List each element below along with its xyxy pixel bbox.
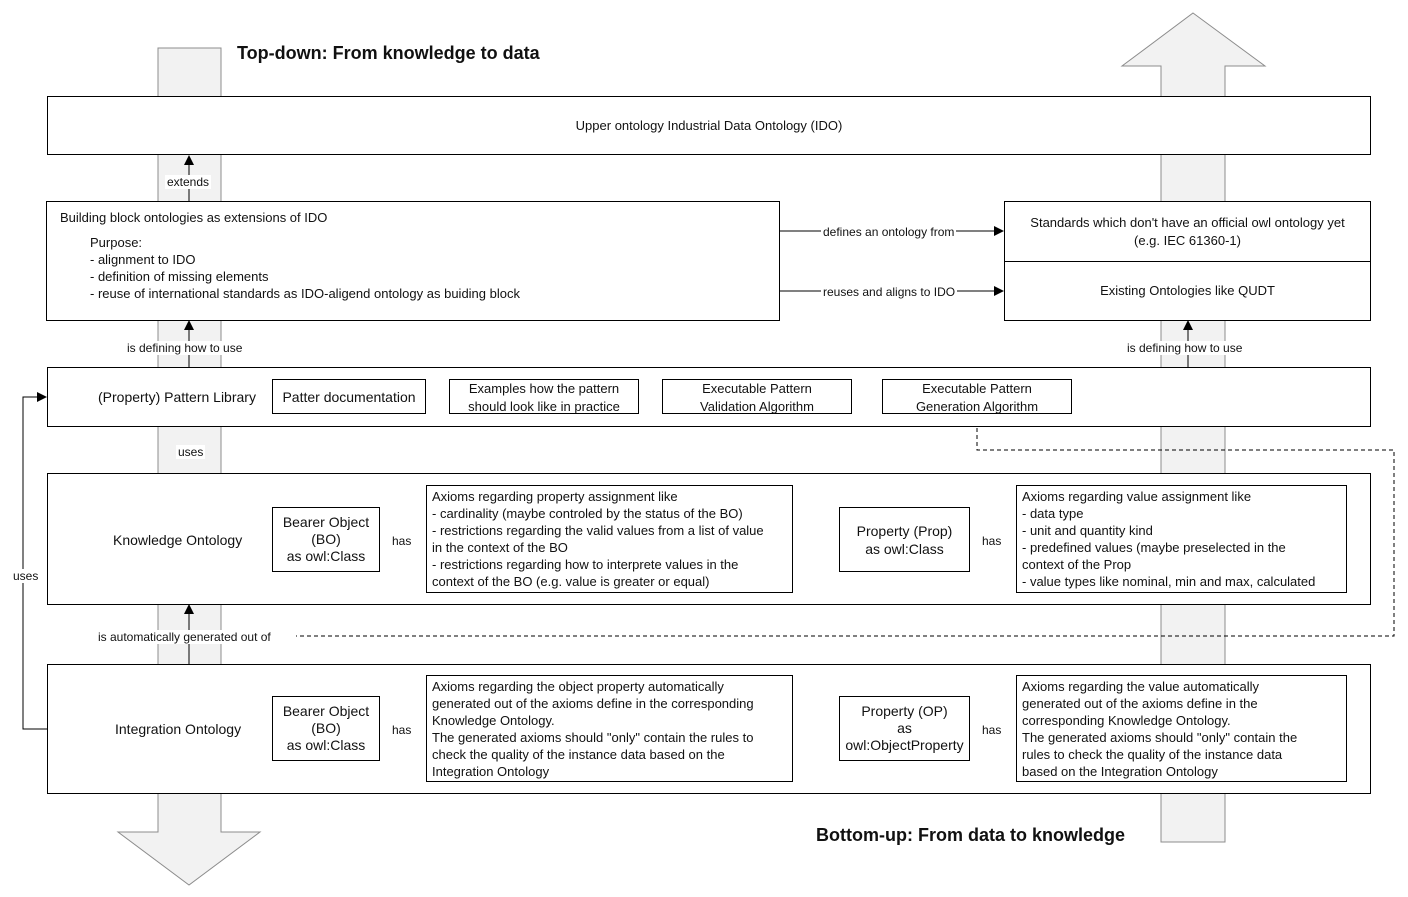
standards-box xyxy=(1004,201,1371,262)
purpose-item: - definition of missing elements xyxy=(90,269,269,284)
integration-property-box xyxy=(839,696,970,761)
edge-label-reuses-aligns: reuses and aligns to IDO xyxy=(823,285,956,299)
top-down-heading: Top-down: From knowledge to data xyxy=(237,43,540,63)
building-block-title: Building block ontologies as extensions of IDO xyxy=(60,210,328,225)
bearer-line: (BO) xyxy=(311,531,341,547)
axiom-line: Axioms regarding property assignment like xyxy=(432,489,678,504)
axiom-line: Knowledge Ontology. xyxy=(432,713,555,728)
edge-label-extends: extends xyxy=(167,175,210,189)
axiom-line: - restrictions regarding the valid values from a list of value xyxy=(432,523,764,538)
edge-label-defining-how-left: is defining how to use xyxy=(127,341,243,355)
standards-line2: (e.g. IEC 61360-1) xyxy=(1134,233,1241,248)
existing-ontologies-label: Existing Ontologies like QUDT xyxy=(1100,283,1275,298)
axiom-line: context of the BO (e.g. value is greater or equal) xyxy=(432,574,710,589)
axiom-line: generated out of the axioms define in the corresponding xyxy=(432,696,754,711)
purpose-heading: Purpose: xyxy=(90,235,143,250)
axiom-line: - cardinality (maybe controled by the status of the BO) xyxy=(432,506,743,521)
edge-label-has: has xyxy=(982,723,1002,737)
axioms-text xyxy=(432,488,764,590)
edge-label-has: has xyxy=(392,723,412,737)
property-line: Property (Prop) xyxy=(856,523,953,539)
property-line: owl:ObjectProperty xyxy=(845,737,964,753)
axioms-text xyxy=(1022,488,1315,590)
edge-label-uses-center: uses xyxy=(178,445,204,459)
building-block-box xyxy=(46,201,780,321)
standards-line1: Standards which don't have an official owl ontology yet xyxy=(1030,215,1345,230)
pattern-generation-box xyxy=(882,379,1072,414)
ido-label: Upper ontology Industrial Data Ontology (IDO) xyxy=(575,118,843,133)
property-line: as owl:Class xyxy=(865,541,944,557)
pattern-item-label: Patter documentation xyxy=(282,389,416,405)
axiom-line: context of the Prop xyxy=(1022,557,1132,572)
bearer-line: (BO) xyxy=(311,720,341,736)
axiom-line: corresponding Knowledge Ontology. xyxy=(1022,713,1231,728)
integration-property-axioms-box xyxy=(1016,675,1347,782)
property-line: as xyxy=(897,720,912,736)
axiom-line: - restrictions regarding how to interprete values in the xyxy=(432,557,739,572)
ido-box xyxy=(47,96,1371,155)
existing-ontologies-box xyxy=(1004,261,1371,321)
property-line: Property (OP) xyxy=(861,703,948,719)
bearer-line: Bearer Object xyxy=(282,514,370,530)
axiom-line: in the context of the BO xyxy=(432,540,568,555)
pattern-examples-box xyxy=(449,379,639,414)
axiom-line: The generated axioms should "only" contain the xyxy=(1022,730,1298,745)
edge-label-defines-ontology: defines an ontology from xyxy=(823,225,955,239)
axiom-line: check the quality of the instance data based on the xyxy=(432,747,725,762)
axiom-line: Axioms regarding value assignment like xyxy=(1022,489,1252,504)
axiom-line: - data type xyxy=(1022,506,1084,521)
edge-label-has: has xyxy=(392,534,412,548)
purpose-block xyxy=(90,234,520,302)
knowledge-ontology-title: Knowledge Ontology xyxy=(113,532,243,548)
knowledge-property-box xyxy=(839,507,970,572)
pattern-validation-box xyxy=(662,379,852,414)
pattern-item-label: Validation Algorithm xyxy=(700,399,814,414)
pattern-item-label: Generation Algorithm xyxy=(915,399,1039,414)
purpose-item: - reuse of international standards as IDO-aligend ontology as buiding block xyxy=(90,286,520,301)
pattern-documentation-box xyxy=(272,379,426,414)
axiom-line: Integration Ontology xyxy=(432,764,550,779)
bearer-line: as owl:Class xyxy=(286,548,366,564)
axiom-line: - value types like nominal, min and max, calculated xyxy=(1022,574,1316,589)
axiom-line: - unit and quantity kind xyxy=(1022,523,1153,538)
axiom-line: based on the Integration Ontology xyxy=(1022,764,1218,779)
knowledge-bearer-axioms-box xyxy=(426,485,793,593)
bearer-line: as owl:Class xyxy=(286,737,366,753)
pattern-library-title: (Property) Pattern Library xyxy=(98,389,256,405)
pattern-item-label: Examples how the pattern xyxy=(468,381,620,396)
pattern-item-label: should look like in practice xyxy=(468,399,620,414)
axiom-line: rules to check the quality of the instance data xyxy=(1022,747,1283,762)
edge-label-uses-left: uses xyxy=(13,569,39,583)
axiom-line: Axioms regarding the object property automatically xyxy=(432,679,724,694)
knowledge-property-axioms-box xyxy=(1016,485,1347,593)
integration-ontology-title: Integration Ontology xyxy=(115,721,242,737)
axiom-line: - predefined values (maybe preselected in the xyxy=(1022,540,1286,555)
axiom-line: Axioms regarding the value automatically xyxy=(1022,679,1260,694)
knowledge-bearer-object-box xyxy=(272,507,380,572)
edge-label-defining-how-right: is defining how to use xyxy=(1127,341,1243,355)
edge-label-auto-generated: is automatically generated out of xyxy=(98,630,271,644)
purpose-item: - alignment to IDO xyxy=(90,252,196,267)
integration-bearer-object-box xyxy=(272,696,380,761)
axioms-text xyxy=(432,678,754,780)
edge-label-has: has xyxy=(982,534,1002,548)
pattern-item-label: Executable Pattern xyxy=(702,381,812,396)
pattern-item-label: Executable Pattern xyxy=(922,381,1032,396)
bottom-up-heading: Bottom-up: From data to knowledge xyxy=(816,825,1125,845)
integration-bearer-axioms-box xyxy=(426,675,793,782)
bearer-line: Bearer Object xyxy=(282,703,370,719)
axioms-text xyxy=(1022,678,1297,780)
axiom-line: generated out of the axioms define in the xyxy=(1022,696,1258,711)
axiom-line: The generated axioms should "only" contain the rules to xyxy=(432,730,754,745)
